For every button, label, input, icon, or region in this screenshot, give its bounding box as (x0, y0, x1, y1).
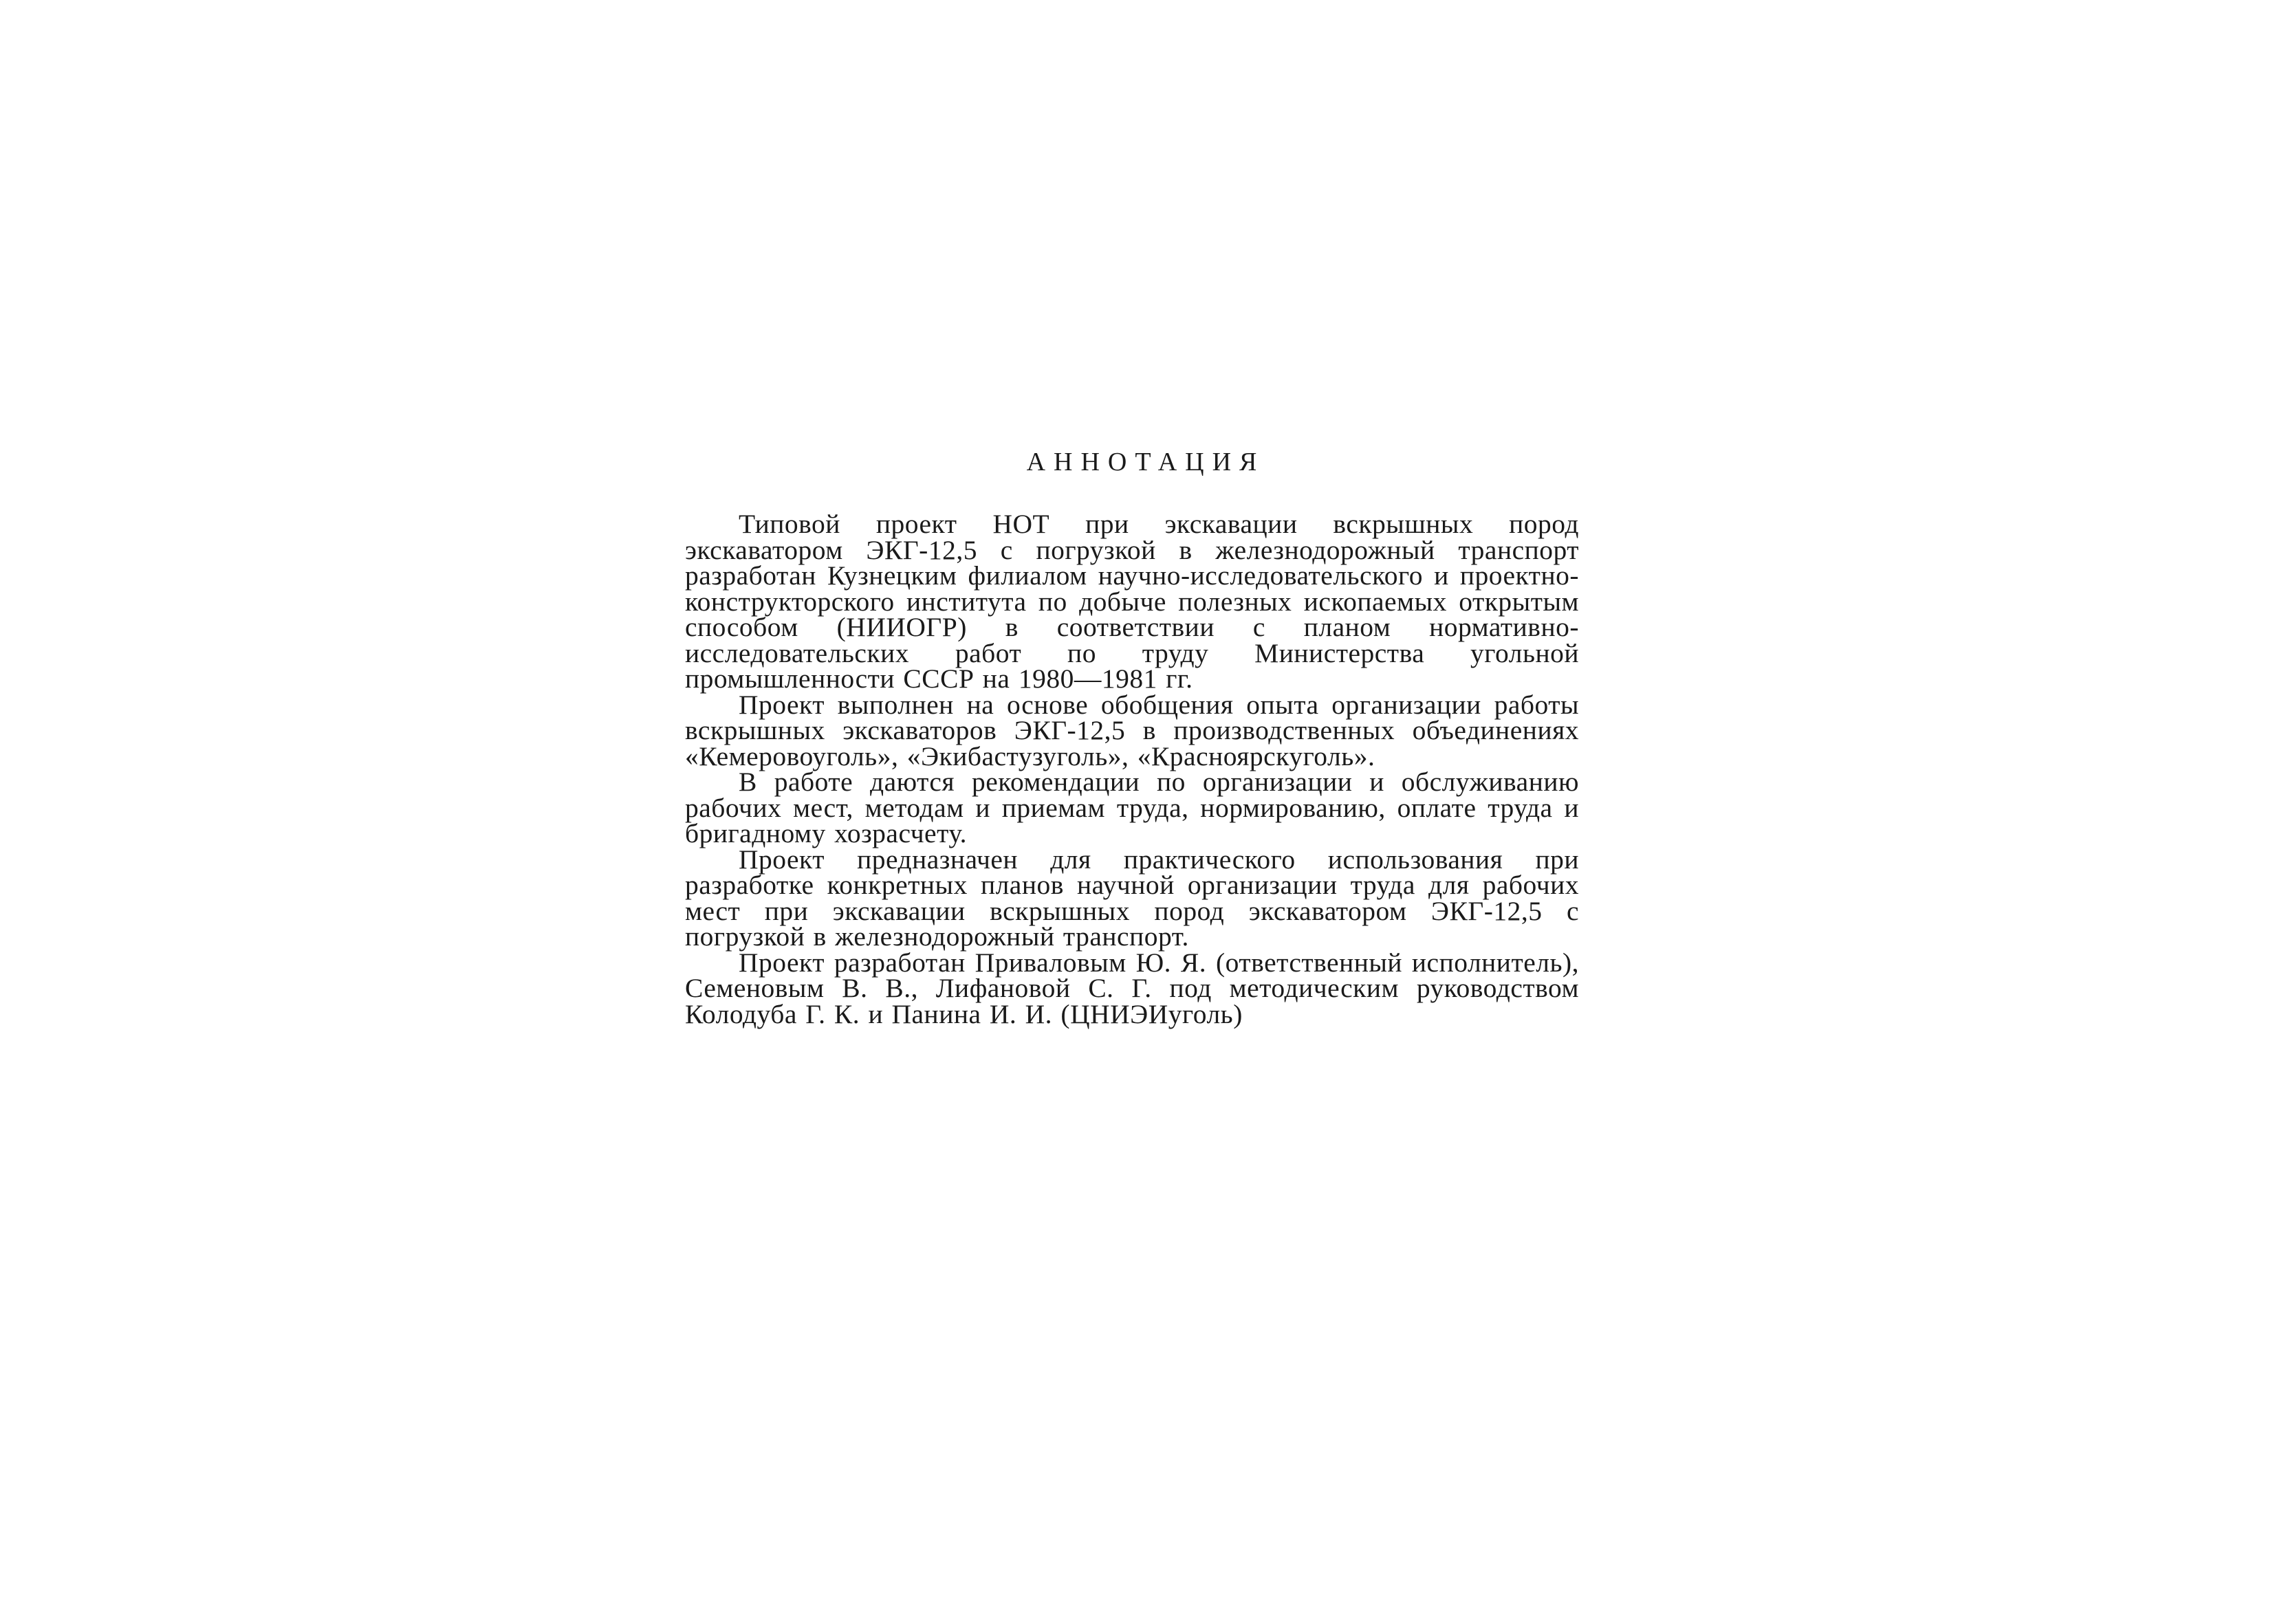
paragraph-experience-basis: Проект выполнен на основе обобщения опыта организации работы вскрышных экскаваторов ЭКГ-12,5 в производственных объединениях «Кемеровоуголь», «Экибастузуголь», «Красноярскуголь». (685, 689, 1579, 771)
paragraph-authors: Проект разработан Приваловым Ю. Я. (ответственный исполнитель), Семеновым В. В., Лифановой С. Г. под методическим руководством Колодуба Г. К. и Панина И. И. (ЦНИЭИуголь) (685, 947, 1579, 1029)
annotation-body (685, 509, 1579, 1029)
annotation-section (685, 447, 1579, 1027)
paragraph-purpose: Проект предназначен для практического использования при разработке конкретных планов научной организации труда для рабочих мест при экскавации вскрышных пород экскаватором ЭКГ-12,5 с погрузкой в железнодорожный транспорт. (685, 844, 1579, 952)
paragraph-project-origin: Типовой проект НОТ при экскавации вскрышных пород экскаватором ЭКГ-12,5 с погрузкой в железнодорожный транспорт разработан Кузнецким филиалом научно-исследовательского и проектно-конструкторского института по добыче полезных ископаемых открытым способом (НИИОГР) в соответствии с планом нормативно-исследовательских работ по труду Министерства угольной промышленности СССР на 1980—1981 гг. (685, 509, 1579, 694)
page-title: АННОТАЦИЯ (1026, 448, 1265, 476)
paragraph-recommendations: В работе даются рекомендации по организации и обслуживанию рабочих мест, методам и приемам труда, нормированию, оплате труда и бригадному хозрасчету. (685, 767, 1579, 848)
